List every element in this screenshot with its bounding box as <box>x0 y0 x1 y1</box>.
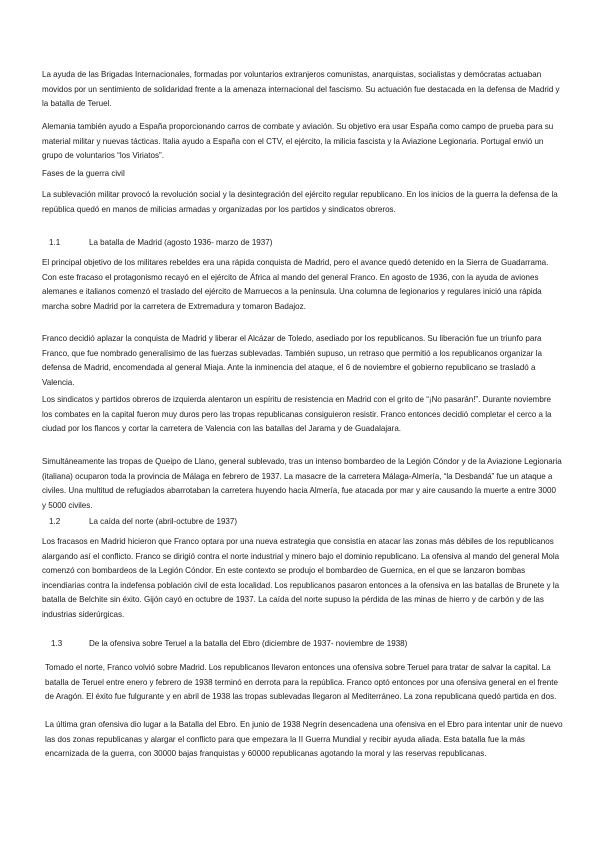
section-number: 1.2 <box>49 517 61 526</box>
section-title: De la ofensiva sobre Teruel a la batalla del Ebro (diciembre de 1937- noviembre de 1938) <box>89 639 408 648</box>
section-title: La batalla de Madrid (agosto 1936- marzo de 1937) <box>89 238 273 247</box>
paragraph-alcazar: Franco decidió aplazar la conquista de Madrid y liberar el Alcázar de Toledo, asediado por los republicanos. Su liberación fue un triunfo para Franco, que fue nombrado generalísimo de las fuerzas sublevadas. También supuso, un retraso que permitió a los republicanos organizar la defensa de Madrid, encomendada al general Miaja. Ante la inminencia del ataque, el 6 de noviembre el gobierno republicano se trasladó a Valencia. <box>42 334 542 387</box>
section-title: La caída del norte (abril-octubre de 1937) <box>89 517 238 526</box>
paragraph-no-pasaran: Los sindicatos y partidos obreros de izquierda alentaron un espíritu de resistencia en Madrid con el grito de “¡No pasarán!”. Durante noviembre los combates en la capital fueron muy duros pero las tropas republicanas consiguieron resistir. Franco entonces decidió completar el cerco a la ciudad por los flancos y cortar la carretera de Valencia con las batallas del Jarama y de Guadalajara. <box>42 395 552 433</box>
paragraph-malaga: Simultáneamente las tropas de Queipo de Llano, general sublevado, tras un intenso bombardeo de la Legión Cóndor y de la Aviazione Legionaria (italiana) ocuparon toda la provincia de Málaga en febrero de 1937. La masacre de la carretera Málaga-Almería, “la Desbandá” fue un ataque a civiles. Una multitud de refugiados abarrotaban la carretera huyendo hacia Almería, fue atacada por mar y aire causando la muerte a entre 3000 y 5000 civiles. <box>42 457 562 510</box>
paragraph-ebro: La última gran ofensiva dio lugar a la Batalla del Ebro. En junio de 1938 Negrín desencadena una ofensiva en el Ebro para intentar unir de nuevo las dos zonas republicanas y alargar el conflicto para que empezara la II Guerra Mundial y recibir ayuda aliada. Esta batalla fue la más encarnizada de la guerra, con 30000 bajas franquistas y 60000 republicanas agotando la moral y las reservas republicanas. <box>45 720 563 758</box>
paragraph-alemania: Alemania también ayudo a España proporcionando carros de combate y aviación. Su objetivo era usar España como campo de prueba para su material militar y nuevas tácticas. Italia ayudo a España con el CTV, el ejército, la milicia fascista y la Aviazione Legionaria. Portugal envió un grupo de voluntarios “los Viriatos”. <box>42 122 554 160</box>
paragraph-norte: Los fracasos en Madrid hicieron que Franco optara por una nueva estrategia que consistía en atacar las zonas más débiles de los republicanos alargando así el conflicto. Franco se dirigió contra el norte industrial y minero bajo el dominio republicano. La ofensiva al mando del general Mola comenzó con bombardeos de la Legión Cóndor. En este contexto se produjo el bombardeo de Guernica, en el que se lanzaron bombas incendiarias contra la indefensa población civil de esta localidad. Los republicanos pasaron entonces a la ofensiva en las batallas de Brunete y la batalla de Belchite sin éxito. Gijón cayó en octubre de 1937. La caída del norte supuso la pérdida de las minas de hierro y de carbón y de las industrias siderúrgicas. <box>42 537 560 619</box>
section-number: 1.1 <box>49 238 61 247</box>
heading-fases: Fases de la guerra civil <box>42 169 125 178</box>
section-number: 1.3 <box>51 639 63 648</box>
paragraph-teruel: Tomado el norte, Franco volvió sobre Madrid. Los republicanos llevaron entonces una ofensiva sobre Teruel para tratar de salvar la capital. La batalla de Teruel entre enero y febrero de 1938 terminó en derrota para la república. Franco optó entonces por una ofensiva general en el frente de Aragón. El éxito fue fulgurante y en abril de 1938 las tropas sublevadas llegaron al Mediterráneo. La zona republicana quedó partida en dos. <box>45 663 558 701</box>
paragraph-objetivo: El principal objetivo de los militares rebeldes era una rápida conquista de Madrid, pero el avance quedó detenido en la Sierra de Guadarrama. Con este fracaso el protagonismo recayó en el ejército de África al mando del general Franco. En agosto de 1936, con la ayuda de aviones alemanes e italianos comenzó el traslado del ejército de Marruecos a la península. Una columna de legionarios y regulares inició una rápida marcha sobre Madrid por la carretera de Extremadura y tomaron Badajoz. <box>42 258 549 311</box>
paragraph-sublevacion: La sublevación militar provocó la revolución social y la desintegración del ejército regular republicano. En los inicios de la guerra la defensa de la república quedó en manos de milicias armadas y organizadas por los partidos y sindicatos obreros. <box>42 190 558 214</box>
paragraph-brigadas: La ayuda de las Brigadas Internacionales, formadas por voluntarios extranjeros comunistas, anarquistas, socialistas y demócratas actuaban movidos por un sentimiento de solidaridad frente a la amenaza internacional del fascismo. Su actuación fue destacada en la defensa de Madrid y la batalla de Teruel. <box>42 70 560 108</box>
